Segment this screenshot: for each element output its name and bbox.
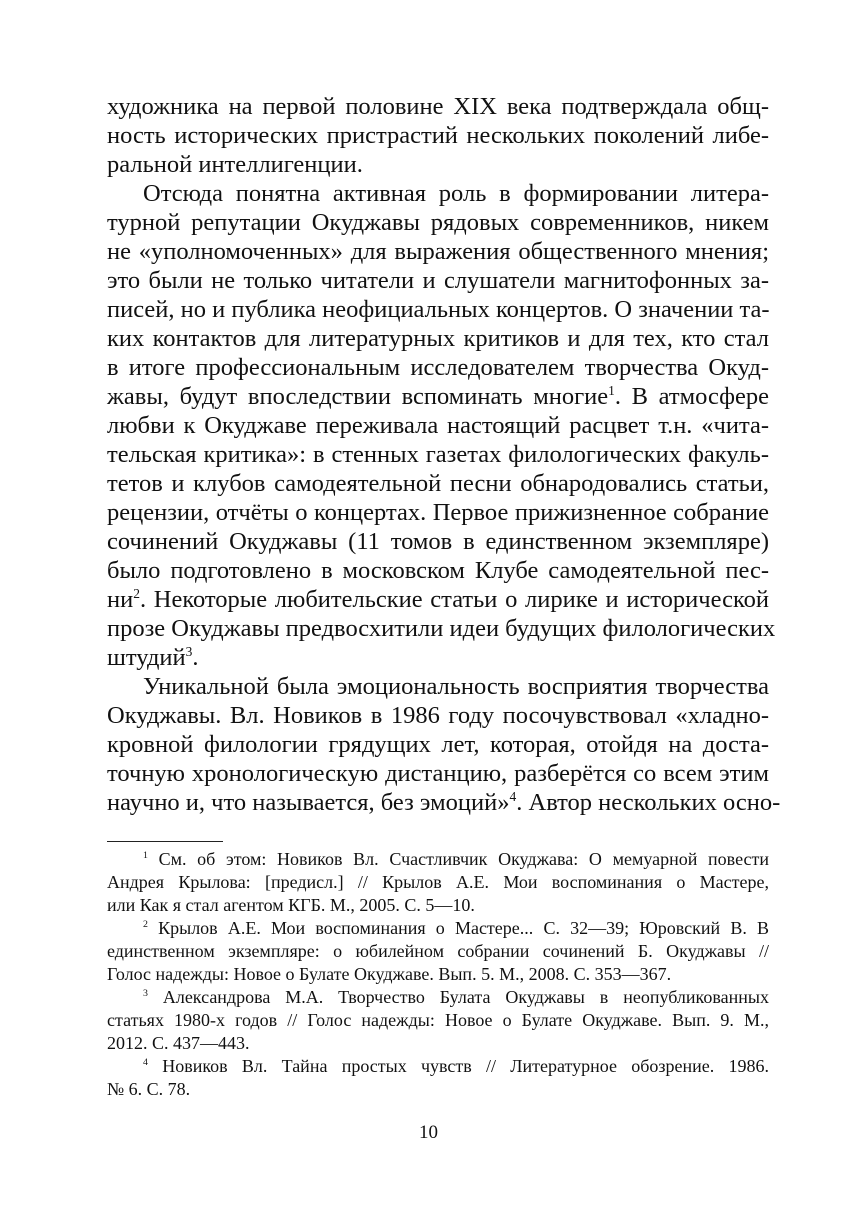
footnote-number: 1 [143,850,148,861]
page-number: 10 [419,1122,438,1143]
text-line: точную хронологическую дистанцию, разберётся со всем этим [107,760,769,787]
footnote-line: № 6. С. 78. [107,1079,191,1099]
footnote-4 [107,1055,769,1101]
footnote-line [107,917,769,940]
text-line: ность исторических пристрастий нескольких поколений либе- [107,122,769,149]
text-line: это были не только читатели и слушатели магнитофонных за- [107,267,769,294]
footnote-line [107,1055,769,1078]
footnote-number: 2 [143,919,148,930]
text-run: научно и, что называется, без эмоций» [107,789,510,816]
text-line: было подготовлено в московском Клубе самодеятельной пес- [107,557,769,584]
text-run: . [192,644,199,671]
text-line: кровной филологии грядущих лет, которая, отойдя на доста- [107,731,769,758]
footnote-line: или Как я стал агентом КГБ. М., 2005. С. 5—10. [107,895,475,915]
footnote-line: статьях 1980-х годов // Голос надежды: Новое о Булате Окуджаве. Вып. 9. М., [107,1010,769,1030]
text-line: сочинений Окуджавы (11 томов в единственном экземпляре) [107,528,769,555]
text-line [107,788,781,817]
text-run: Александрова М.А. Творчество Булата Окуджавы в неопубликованных [147,987,769,1007]
footnote-line: 2012. С. 437—443. [107,1033,250,1053]
text-line: рецензии, отчёты о концертах. Первое прижизненное собрание [107,499,769,526]
text-line: тетов и клубов самодеятельной песни обнародовались статьи, [107,470,769,497]
footnote-number: 3 [143,988,148,999]
footnote-number: 4 [143,1057,148,1068]
text-line: тельская критика»: в стенных газетах филологических факуль- [107,441,769,468]
footnote-2 [107,917,769,986]
text-run: См. об этом: Новиков Вл. Счастливчик Окуджава: О мемуарной повести [147,849,769,869]
text-run: Новиков Вл. Тайна простых чувств // Литературное обозрение. 1986. [147,1056,769,1076]
text-run: Крылов А.Е. Мои воспоминания о Мастере... С. 32—39; Юровский В. В [147,918,769,938]
footnote-ref-3[interactable]: 3 [185,643,193,659]
text-line: Отсюда понятна активная роль в формировании литера- [143,180,769,207]
footnote-ref-1[interactable]: 1 [608,382,615,398]
footnote-line: Андрея Крылова: [предисл.] // Крылов А.Е. Мои воспоминания о Мастере, [107,872,769,892]
text-line: ральной интеллигенции. [107,151,363,178]
text-run: ни [107,586,134,613]
text-line: художника на первой половине XIX века подтверждала общ- [107,93,769,120]
paragraph [107,179,776,672]
text-line: прозе Окуджавы предвосхитили идеи будущих филологических [107,615,776,642]
footnote-line [107,848,769,871]
footnotes [107,848,769,1101]
text-line: писей, но и публика неофициальных концертов. О значении та- [107,296,770,323]
footnote-line: Голос надежды: Новое о Булате Окуджаве. Вып. 5. М., 2008. С. 353—367. [107,964,672,984]
text-line: Окуджавы. Вл. Новиков в 1986 году посочувствовал «хладно- [107,702,769,729]
paragraph [107,672,781,817]
text-line: Уникальной была эмоциональность восприятия творчества [143,673,769,700]
text-line: любви к Окуджаве переживала настоящий расцвет т.н. «чита- [107,412,769,439]
main-text [107,92,781,817]
footnote-ref-4[interactable]: 4 [509,788,517,804]
text-run: штудий [107,644,186,671]
text-line [107,382,769,411]
text-run: . В атмосфере [614,383,769,410]
text-run: . Автор нескольких осно- [516,789,781,816]
footnote-separator [107,841,223,842]
paragraph [107,92,769,179]
text-line: турной репутации Окуджавы рядовых современников, никем [107,209,769,236]
text-run: жавы, будут впоследствии вспоминать многие [107,383,609,410]
text-line [107,585,769,614]
text-line [107,643,769,672]
footnote-3 [107,986,769,1055]
text-run: . Некоторые любительские статьи о лирике и исторической [139,586,769,613]
text-line: в итоге профессиональным исследователем творчества Окуд- [107,354,769,381]
footnote-line [107,986,769,1009]
footnote-ref-2[interactable]: 2 [133,585,140,601]
text-line: ких контактов для литературных критиков и для тех, кто стал [107,325,769,352]
footnote-line: единственном экземпляре: о юбилейном собрании сочинений Б. Окуджавы // [107,941,769,961]
text-line: не «уполномоченных» для выражения общественного мнения; [107,238,769,265]
footnote-1 [107,848,769,917]
